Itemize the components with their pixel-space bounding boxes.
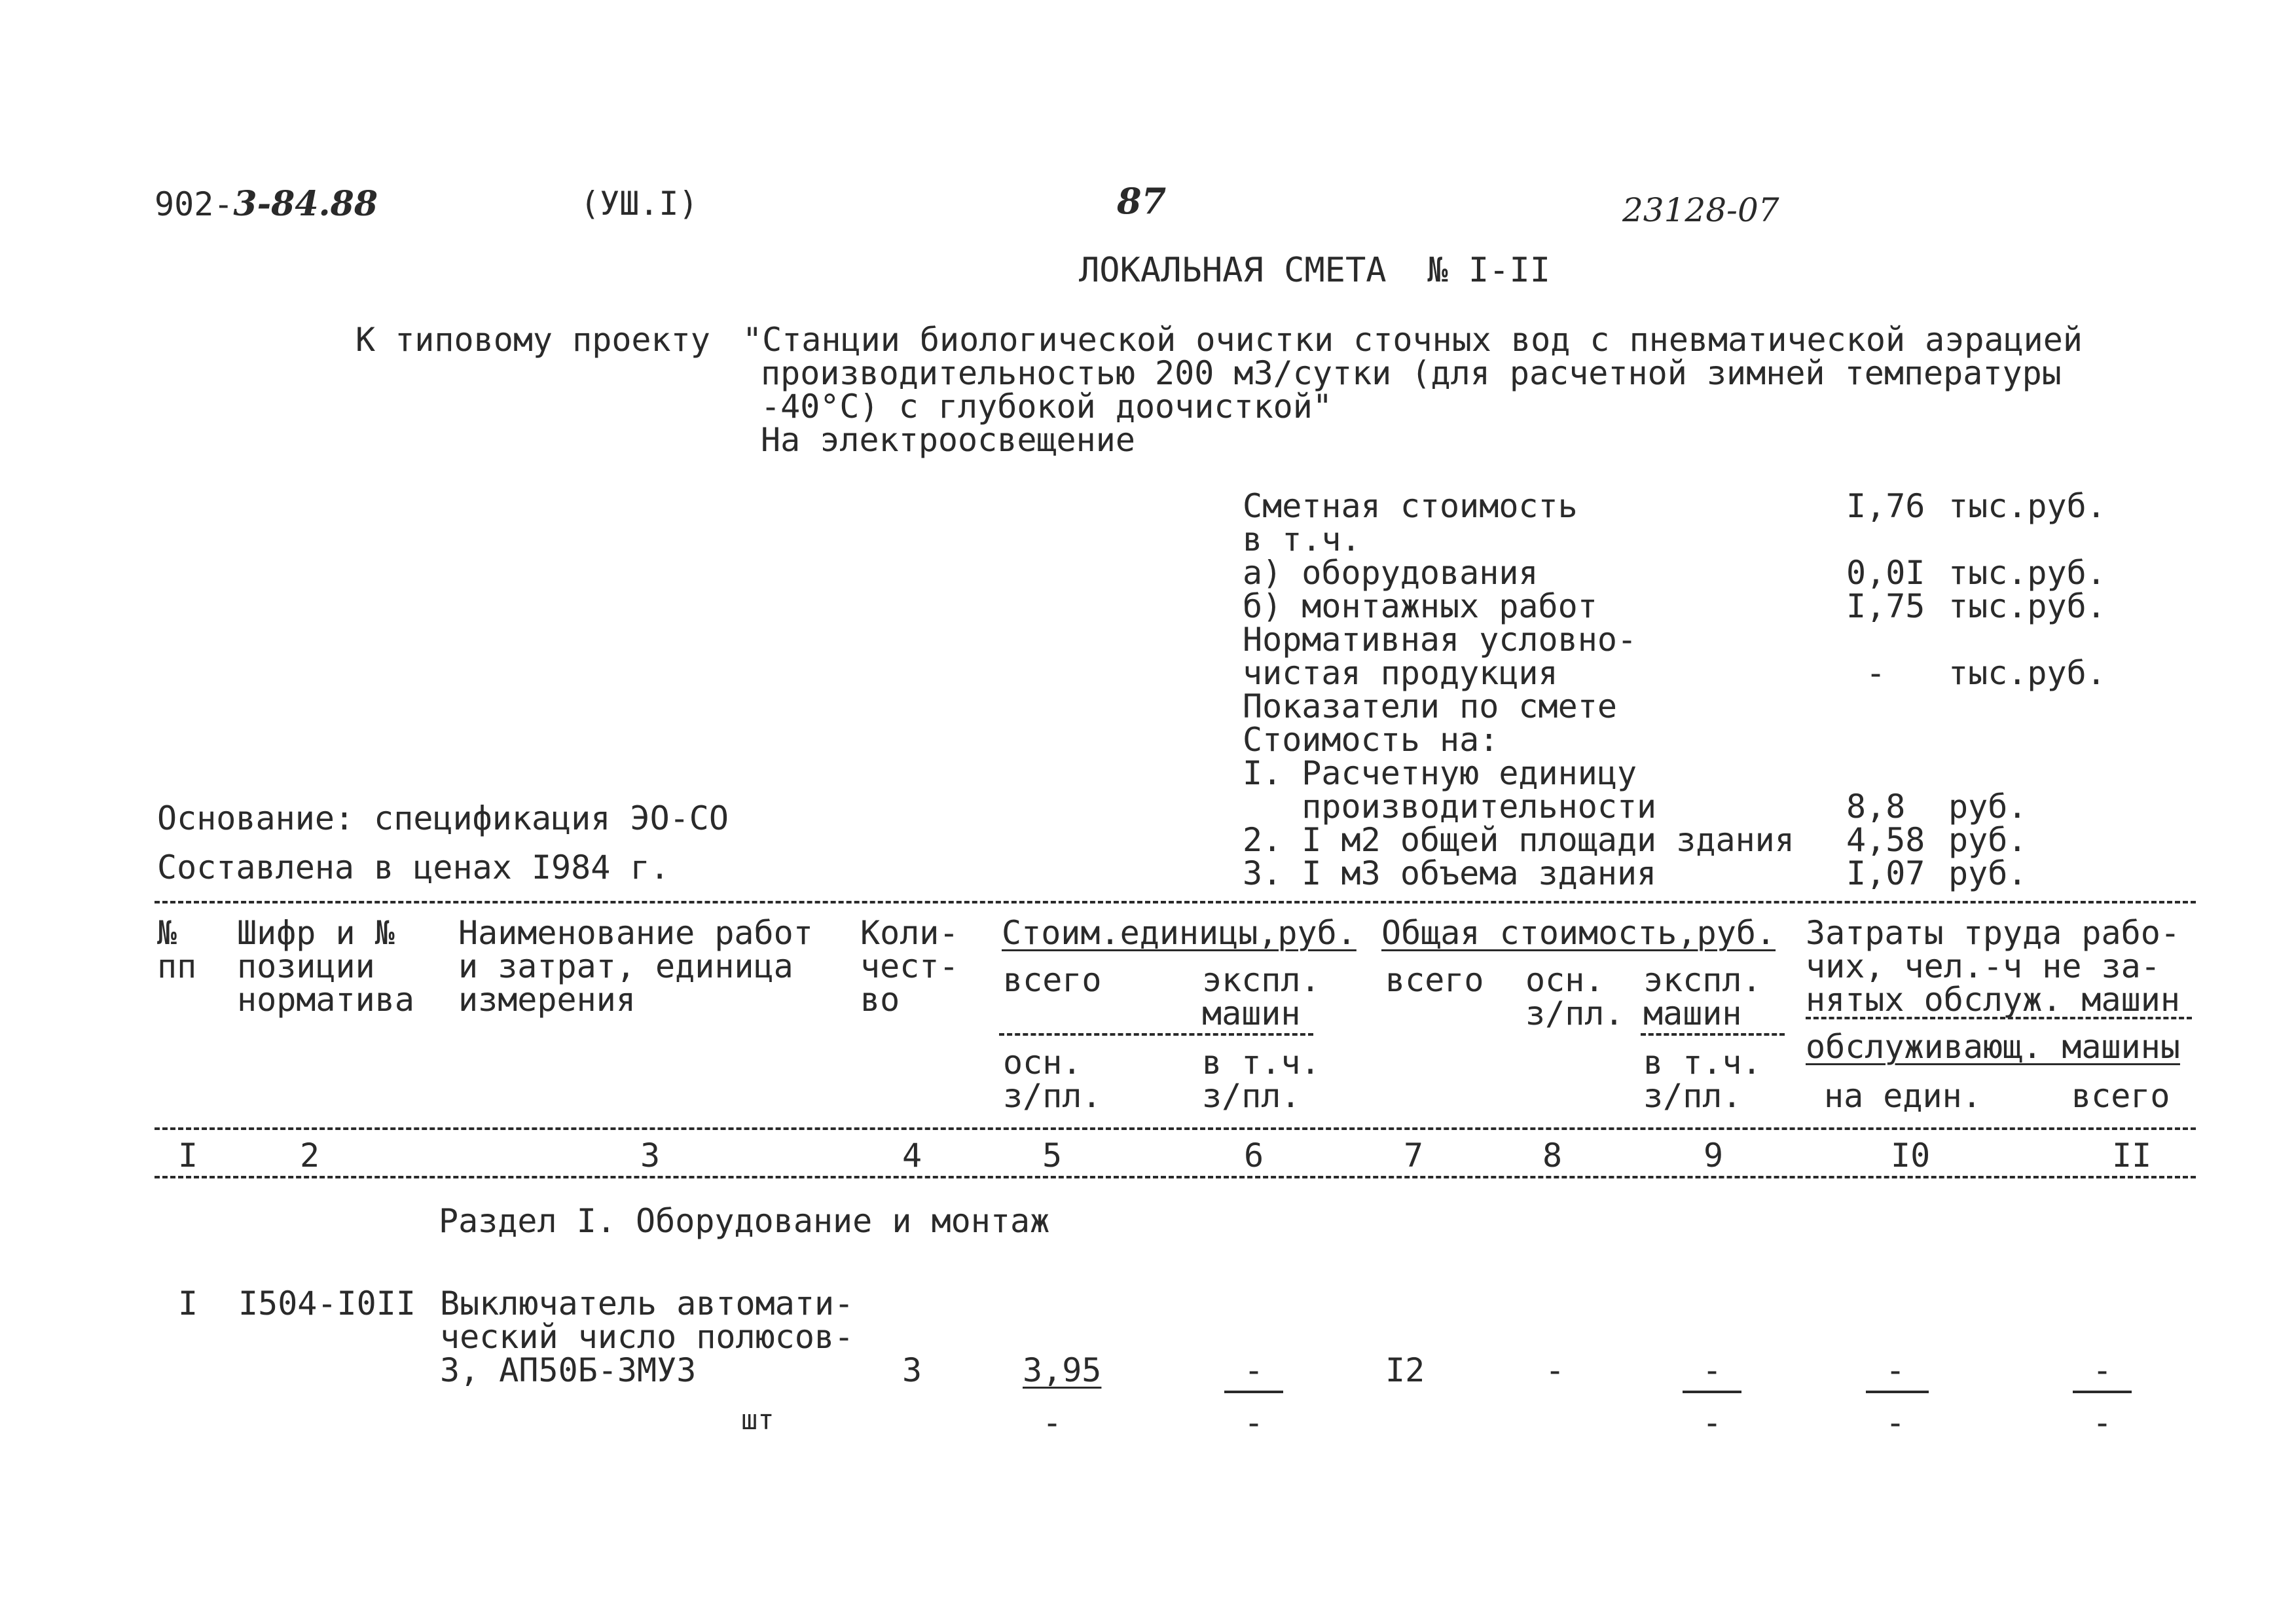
header-labor: чих, чел.-ч не за- [1806,947,2160,985]
summary-value: I,76 [1846,487,1925,525]
row-name: ческий число полюсов- [440,1318,854,1356]
row-unit-cost-machines: - [1244,1351,1264,1389]
document-code [155,184,378,224]
row-total-machine-wages: - [1702,1404,1722,1442]
row-labor-unit: - [1886,1351,1906,1389]
row-name: Выключатель автомати- [440,1285,854,1322]
header-col2: Шифр и № [237,914,395,952]
summary-label: а) оборудования [1243,554,1539,592]
summary-value: 8,8 [1846,788,1906,826]
summary-unit: руб. [1948,854,2028,892]
header-labor: Затраты труда рабо- [1806,914,2180,952]
header-col2: позиции [237,947,375,985]
project-line: производительностью 200 м3/сутки (для расчетной зимней температуры [761,354,2062,392]
prices-text: Составлена в ценах I984 г. [157,848,670,886]
summary-label: 2. I м2 общей площади здания [1243,821,1795,859]
project-line: -40°С) с глубокой доочисткой" [761,388,1332,426]
fraction-bar [1224,1391,1283,1393]
column-numbers-bottom-rule [155,1176,2196,1178]
row-labor-unit-sub: - [1886,1404,1906,1442]
summary-unit: тыс.руб. [1948,654,2106,692]
table-top-rule [155,901,2196,903]
column-number: 3 [640,1137,661,1175]
header-vtch: в т.ч. [1643,1044,1762,1082]
header-ekspl: экспл. [1643,961,1762,999]
summary-unit: тыс.руб. [1948,587,2106,625]
header-ekspl: машин [1202,994,1301,1032]
summary-label: Стоимость на: [1243,721,1499,759]
header-ekspl: экспл. [1202,961,1321,999]
summary-label: I. Расчетную единицу [1243,754,1637,792]
column-number: 5 [1042,1137,1063,1175]
summary-label: б) монтажных работ [1243,587,1597,625]
row-name: 3, АП50Б-3МУ3 [440,1351,697,1389]
column-number: I [178,1137,198,1175]
summary-label: в т.ч. [1243,520,1361,558]
header-vtch: з/пл. [1643,1077,1742,1115]
fraction-bar [2073,1391,2132,1393]
row-total-cost: I2 [1385,1351,1425,1389]
header-col1: № [157,914,177,952]
header-osn: з/пл. [1003,1077,1102,1115]
summary-label: Нормативная условно- [1243,621,1637,659]
header-labor-sub: обслуживающ. машины [1806,1028,2180,1066]
header-vsego: всего [1385,961,1484,999]
fraction-bar [1683,1391,1741,1393]
document-code-prefix: 902- [155,185,234,223]
header-col3: и затрат, единица [458,947,793,985]
row-unit: шт [741,1404,774,1436]
project-label: К типовому проекту [355,321,710,359]
row-labor-total-sub: - [2092,1404,2113,1442]
header-vsego: всего [2071,1077,2170,1115]
summary-value: 0,0I [1846,554,1925,592]
column-number: 4 [902,1137,922,1175]
fraction-bar [1866,1391,1929,1393]
project-line: "Станции биологической очистки сточных вод с пневматической аэрацией [742,321,2083,359]
summary-label: производительности [1243,788,1657,826]
summary-value: 4,58 [1846,821,1925,859]
section-heading: Раздел I. Оборудование и монтаж [439,1202,1050,1240]
header-labor-rule [1806,1017,2192,1019]
summary-unit: руб. [1948,821,2028,859]
column-number: 7 [1404,1137,1424,1175]
header-sub-rule [1641,1033,1785,1036]
row-labor-total: - [2092,1351,2113,1389]
header-osn: осн. [1003,1044,1082,1082]
page-number: 87 [1117,180,1167,222]
column-numbers-top-rule [155,1127,2196,1130]
summary-label: Сметная стоимость [1243,487,1578,525]
row-total-wages: - [1545,1351,1565,1389]
header-ekspl: машин [1643,994,1742,1032]
column-number: 6 [1244,1137,1264,1175]
header-col3: измерения [458,981,636,1019]
header-unit-cost: Стоим.единицы,руб. [1002,914,1357,952]
header-col4: Коли- [860,914,959,952]
column-number: 8 [1542,1137,1563,1175]
column-number: 2 [300,1137,320,1175]
project-line: На электроосвещение [761,421,1135,459]
row-unit-cost-total: 3,95 [1023,1351,1102,1389]
row-number: I [178,1285,198,1322]
header-na-edin: на един. [1824,1077,1982,1115]
header-vtch: в т.ч. [1202,1044,1321,1082]
header-vsego: всего [1003,961,1102,999]
summary-value: I,75 [1846,587,1925,625]
row-code: I504-I0II [238,1285,416,1322]
header-vtch: з/пл. [1202,1077,1301,1115]
document-number: 23128-07 [1622,191,1779,229]
row-unit-cost-machine-wages: - [1244,1404,1264,1442]
summary-value: - [1866,654,1886,692]
row-total-machines: - [1702,1351,1722,1389]
album-number: (УШ.I) [580,185,699,223]
summary-label: чистая продукция [1243,654,1558,692]
summary-unit: руб. [1948,788,2028,826]
header-osn: осн. [1525,961,1605,999]
header-col4: чест- [860,947,959,985]
summary-unit: тыс.руб. [1948,487,2106,525]
column-number: II [2112,1137,2152,1175]
header-sub-rule [999,1033,1313,1036]
document-code-handwritten: 3-84.88 [233,184,378,224]
header-col1: пп [157,947,197,985]
header-labor: нятых обслуж. машин [1806,981,2180,1019]
summary-label: 3. I м3 объема здания [1243,854,1657,892]
summary-unit: тыс.руб. [1948,554,2106,592]
column-number: 9 [1704,1137,1724,1175]
header-col3: Наименование работ [458,914,813,952]
row-unit-cost-wages: - [1042,1404,1063,1442]
header-total-cost: Общая стоимость,руб. [1381,914,1776,952]
document-title: ЛОКАЛЬНАЯ СМЕТА № I-II [1079,251,1551,290]
basis-text: Основание: спецификация ЭО-СО [157,799,729,837]
summary-value: I,07 [1846,854,1925,892]
header-osn: з/пл. [1525,994,1624,1032]
header-col4: во [860,981,900,1019]
header-col2: норматива [237,981,414,1019]
column-number: I0 [1891,1137,1931,1175]
summary-label: Показатели по смете [1243,687,1617,725]
row-quantity: 3 [902,1351,922,1389]
